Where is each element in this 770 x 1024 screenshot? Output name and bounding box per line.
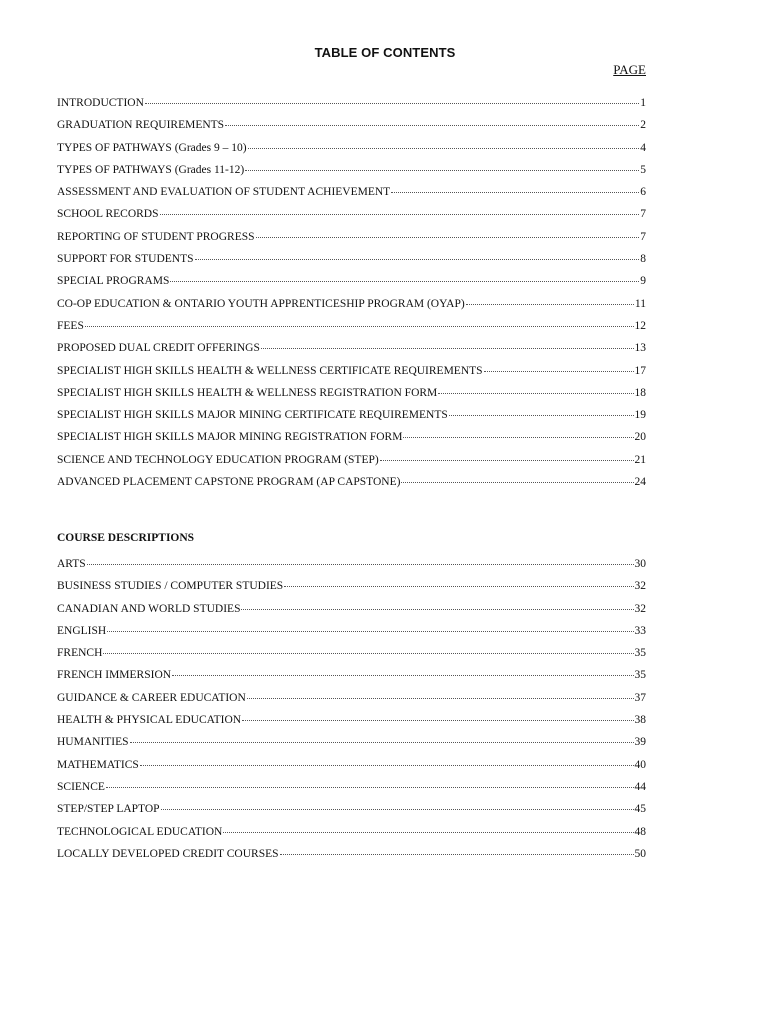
toc-entry (57, 625, 646, 647)
toc-entry (57, 647, 646, 669)
dot-leader (195, 259, 640, 260)
dot-leader (449, 415, 634, 416)
dot-leader (223, 832, 633, 833)
page-column-label: PAGE (613, 62, 646, 77)
toc-entry (57, 454, 646, 476)
toc-entry-page-number: 33 (634, 624, 646, 637)
toc-entry (57, 714, 646, 736)
toc-entry-page-number: 45 (634, 803, 646, 816)
toc-entry (57, 759, 646, 781)
toc-entry-page-number: 21 (634, 453, 646, 466)
toc-entry (57, 208, 646, 230)
toc-entry-page-number: 35 (634, 669, 646, 682)
toc-entry-label: ADVANCED PLACEMENT CAPSTONE PROGRAM (AP CAPSTONE) (57, 476, 401, 489)
dot-leader (380, 460, 634, 461)
toc-entry (57, 603, 646, 625)
toc-entry (57, 669, 646, 691)
toc-entry-label: TYPES OF PATHWAYS (Grades 9 – 10) (57, 141, 247, 154)
dot-leader (161, 809, 634, 810)
toc-entry-page-number: 9 (640, 275, 646, 288)
toc-entry-page-number: 44 (634, 780, 646, 793)
toc-entry-page-number: 30 (634, 558, 646, 570)
toc-entry-page-number: 32 (634, 602, 646, 615)
dot-leader (438, 393, 633, 394)
contents-list (57, 97, 646, 498)
dot-leader (160, 214, 640, 215)
dot-leader (85, 326, 634, 327)
toc-entry-page-number: 37 (634, 691, 646, 704)
toc-entry (57, 231, 646, 253)
dot-leader (130, 742, 634, 743)
toc-entry-label: CO-OP EDUCATION & ONTARIO YOUTH APPRENTICESHIP PROGRAM (OYAP) (57, 297, 465, 310)
toc-entry (57, 142, 646, 164)
toc-entry-label: SPECIAL PROGRAMS (57, 275, 170, 288)
dot-leader (280, 854, 634, 855)
toc-entry-page-number: 20 (634, 431, 646, 444)
toc-entry-label: SCHOOL RECORDS (57, 208, 159, 221)
toc-entry-page-number: 17 (634, 364, 646, 377)
toc-entry (57, 97, 646, 119)
toc-entry (57, 558, 646, 580)
toc-entry-page-number: 2 (640, 119, 646, 132)
toc-entry (57, 848, 646, 870)
toc-entry-page-number: 38 (634, 714, 646, 727)
toc-entry-label: BUSINESS STUDIES / COMPUTER STUDIES (57, 580, 284, 593)
toc-entry-page-number: 7 (640, 208, 646, 221)
toc-entry-label: CANADIAN AND WORLD STUDIES (57, 602, 241, 615)
toc-entry-label: SPECIALIST HIGH SKILLS MAJOR MINING REGISTRATION FORM (57, 431, 403, 444)
toc-entry-label: FRENCH IMMERSION (57, 669, 172, 682)
toc-entry (57, 186, 646, 208)
toc-entry (57, 580, 646, 602)
dot-leader (484, 371, 634, 372)
toc-entry-page-number: 48 (634, 825, 646, 838)
toc-entry-page-number: 50 (634, 847, 646, 860)
dot-leader (225, 125, 639, 126)
toc-entry (57, 164, 646, 186)
toc-entry-label: ASSESSMENT AND EVALUATION OF STUDENT ACHIEVEMENT (57, 186, 391, 199)
dot-leader (140, 765, 634, 766)
toc-entry-label: SCIENCE (57, 780, 105, 793)
dot-leader (241, 609, 633, 610)
toc-entry-label: GUIDANCE & CAREER EDUCATION (57, 691, 246, 704)
toc-entry-page-number: 4 (640, 141, 646, 154)
course-descriptions-heading: COURSE DESCRIPTIONS (57, 532, 195, 544)
toc-entry-page-number: 7 (640, 230, 646, 243)
toc-entry-label: SCIENCE AND TECHNOLOGY EDUCATION PROGRAM (STEP) (57, 453, 379, 466)
dot-leader (172, 675, 633, 676)
toc-entry-label: TYPES OF PATHWAYS (Grades 11-12) (57, 163, 245, 176)
toc-entry (57, 409, 646, 431)
toc-entry-page-number: 40 (634, 758, 646, 771)
toc-entry-label: ARTS (57, 558, 86, 570)
toc-entry (57, 320, 646, 342)
toc-entry (57, 253, 646, 275)
toc-entry-page-number: 6 (640, 186, 646, 199)
dot-leader (107, 631, 633, 632)
toc-entry-page-number: 24 (634, 476, 646, 489)
dot-leader (248, 148, 640, 149)
dot-leader (256, 237, 640, 238)
toc-entry-label: STEP/STEP LAPTOP (57, 803, 160, 816)
toc-entry (57, 365, 646, 387)
dot-leader (242, 720, 633, 721)
toc-entry-label: HUMANITIES (57, 736, 129, 749)
toc-entry (57, 119, 646, 141)
toc-entry-label: MATHEMATICS (57, 758, 139, 771)
dot-leader (170, 281, 639, 282)
toc-entry (57, 803, 646, 825)
toc-entry-label: TECHNOLOGICAL EDUCATION (57, 825, 223, 838)
toc-entry-page-number: 35 (634, 647, 646, 660)
toc-entry-label: REPORTING OF STUDENT PROGRESS (57, 230, 255, 243)
toc-entry-page-number: 8 (640, 253, 646, 266)
dot-leader (466, 304, 634, 305)
dot-leader (284, 586, 633, 587)
toc-entry-page-number: 1 (640, 97, 646, 109)
course-list (57, 558, 646, 870)
toc-entry-label: SPECIALIST HIGH SKILLS HEALTH & WELLNESS REGISTRATION FORM (57, 386, 438, 399)
dot-leader (247, 698, 634, 699)
dot-leader (106, 787, 634, 788)
dot-leader (87, 564, 634, 565)
toc-entry (57, 342, 646, 364)
toc-entry (57, 692, 646, 714)
toc-entry (57, 826, 646, 848)
toc-entry-page-number: 19 (634, 409, 646, 422)
toc-entry-label: LOCALLY DEVELOPED CREDIT COURSES (57, 847, 279, 860)
toc-entry-page-number: 11 (634, 297, 646, 310)
toc-entry-label: SPECIALIST HIGH SKILLS MAJOR MINING CERTIFICATE REQUIREMENTS (57, 409, 448, 422)
dot-leader (145, 103, 639, 104)
toc-entry-label: ENGLISH (57, 624, 107, 637)
toc-entry-page-number: 18 (634, 386, 646, 399)
page-title: TABLE OF CONTENTS (314, 45, 456, 60)
toc-entry (57, 275, 646, 297)
toc-entry-label: PROPOSED DUAL CREDIT OFFERINGS (57, 342, 260, 355)
toc-entry (57, 736, 646, 758)
toc-entry-page-number: 5 (640, 163, 646, 176)
toc-entry-label: SPECIALIST HIGH SKILLS HEALTH & WELLNESS CERTIFICATE REQUIREMENTS (57, 364, 483, 377)
toc-entry-label: FEES (57, 319, 84, 332)
toc-entry-label: INTRODUCTION (57, 97, 144, 109)
dot-leader (391, 192, 639, 193)
dot-leader (245, 170, 639, 171)
toc-entry (57, 781, 646, 803)
toc-entry-label: FRENCH (57, 647, 103, 660)
dot-leader (401, 482, 633, 483)
toc-entry-page-number: 12 (634, 319, 646, 332)
toc-entry-page-number: 13 (634, 342, 646, 355)
toc-entry-label: GRADUATION REQUIREMENTS (57, 119, 225, 132)
dot-leader (403, 437, 633, 438)
toc-entry (57, 298, 646, 320)
dot-leader (103, 653, 633, 654)
toc-entry-page-number: 32 (634, 580, 646, 593)
toc-entry-label: HEALTH & PHYSICAL EDUCATION (57, 714, 242, 727)
toc-entry (57, 431, 646, 453)
toc-entry-page-number: 39 (634, 736, 646, 749)
toc-entry (57, 387, 646, 409)
toc-entry (57, 476, 646, 498)
toc-entry-label: SUPPORT FOR STUDENTS (57, 253, 194, 266)
dot-leader (261, 348, 634, 349)
